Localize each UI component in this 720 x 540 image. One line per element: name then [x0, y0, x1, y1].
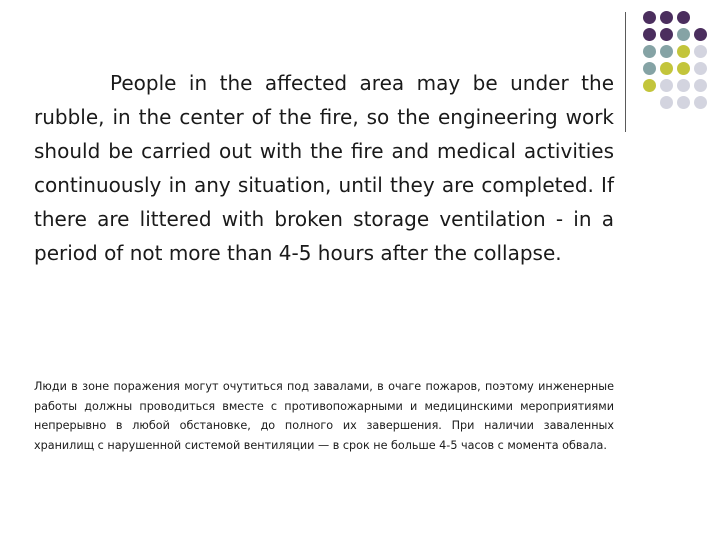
decorative-dot [694, 28, 707, 41]
decorative-dot [643, 45, 656, 58]
decorative-dot [660, 79, 673, 92]
russian-paragraph: Люди в зоне поражения могут очутиться под завалами, в очаге пожаров, поэтому инженерные работы должны проводиться вместе с противопожарными и медицинскими мероприятиями непрерывно в любой обстановке, до полного их завершения. При наличии заваленных хранилищ с нарушенной системой вентиляции — в срок не больше 4-5 часов с момента обвала. [34, 380, 614, 452]
decorative-dot [694, 96, 707, 109]
decorative-dot [677, 11, 690, 24]
decorative-dot [660, 62, 673, 75]
decorative-dot [643, 28, 656, 41]
decorative-dot [677, 28, 690, 41]
decorative-dot [694, 45, 707, 58]
decorative-dot [694, 79, 707, 92]
english-paragraph: People in the affected area may be under the rubble, in the center of the fire, so the engineering work should be carried out with the fire and medical activities continuously in any situation, until they are completed. If there are littered with broken storage ventilation - in a period of not more than 4-5 hours after the collapse. [34, 71, 614, 265]
decorative-dot [643, 62, 656, 75]
decorative-dot [643, 79, 656, 92]
decorative-dot [677, 62, 690, 75]
decorative-dot [660, 96, 673, 109]
decorative-dot [660, 11, 673, 24]
decorative-dot [677, 79, 690, 92]
decorative-dot [660, 28, 673, 41]
decorative-dot [677, 45, 690, 58]
decorative-dot [660, 45, 673, 58]
decorative-dot [694, 62, 707, 75]
decorative-dot [677, 96, 690, 109]
decorative-dot [643, 11, 656, 24]
